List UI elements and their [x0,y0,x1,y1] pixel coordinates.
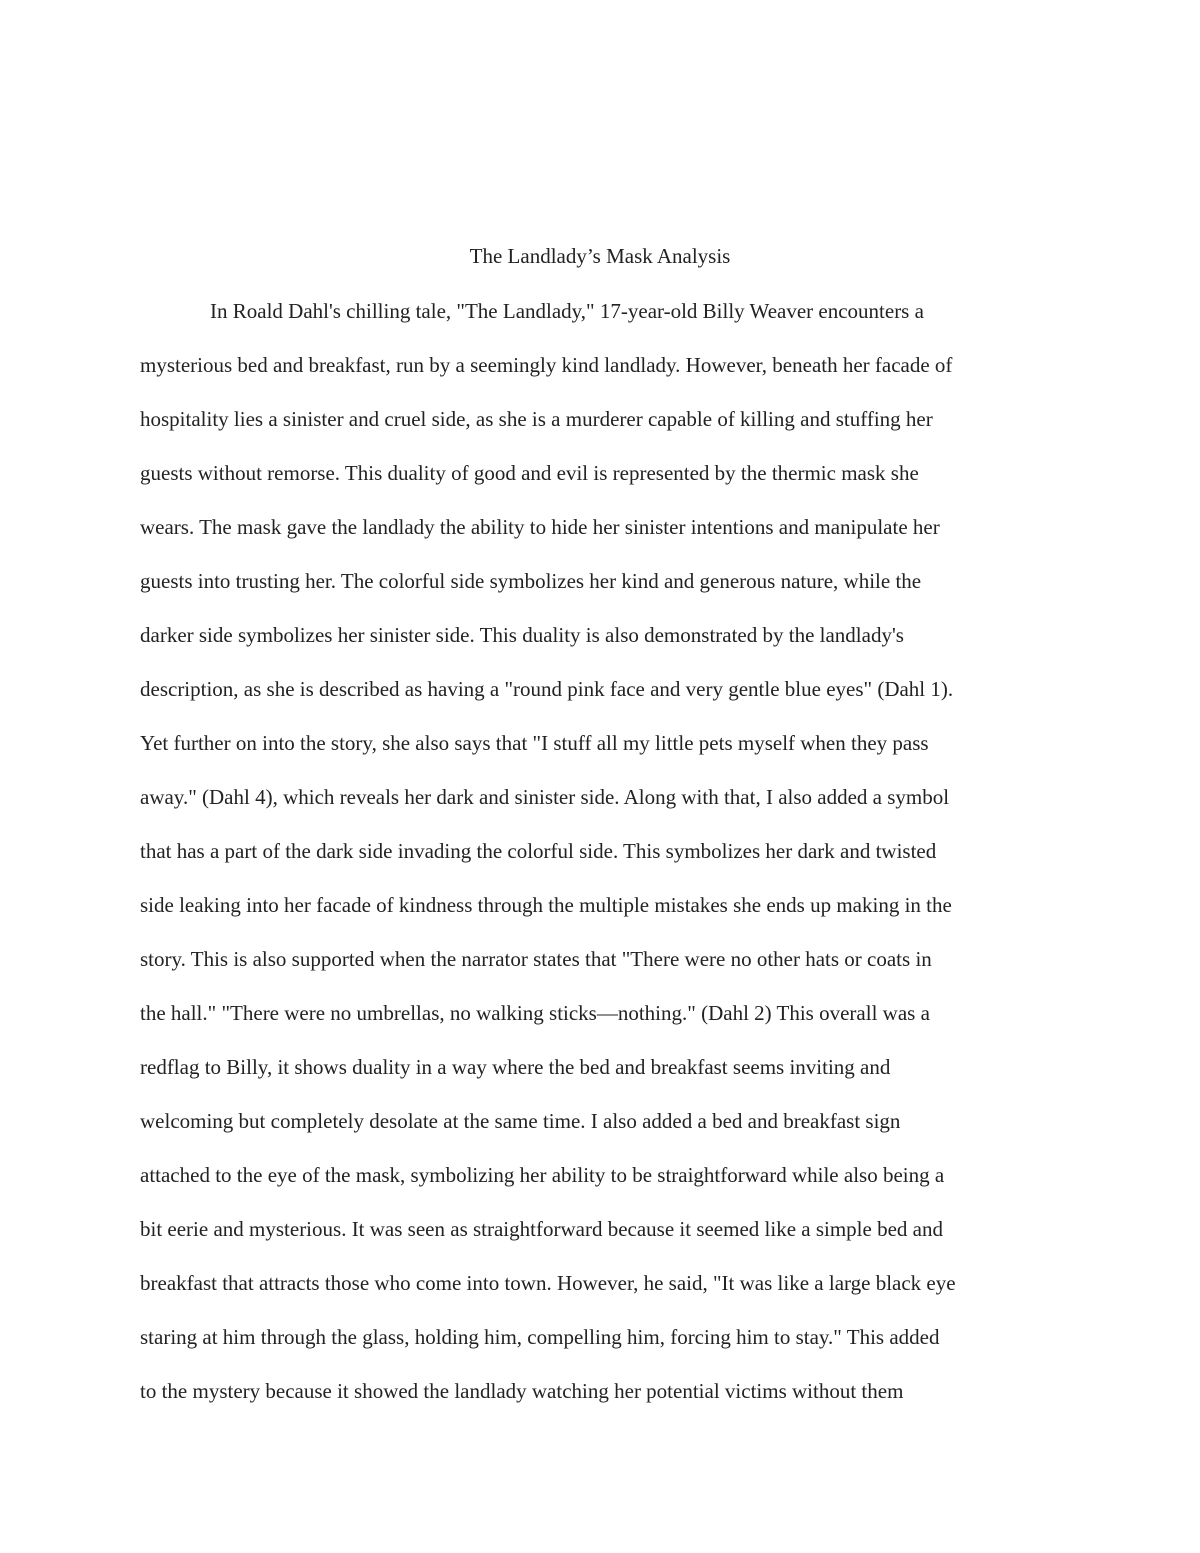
body-line-16: welcoming but completely desolate at the same time. I also added a bed and breakfast sign [140,1109,901,1133]
body-line-12: side leaking into her facade of kindness through the multiple mistakes she ends up making in the [140,893,952,917]
body-line-11: that has a part of the dark side invading the colorful side. This symbolizes her dark and twisted [140,839,937,863]
body-line-6: guests into trusting her. The colorful side symbolizes her kind and generous nature, while the [140,569,922,593]
body-line-3: hospitality lies a sinister and cruel side, as she is a murderer capable of killing and stuffing her [140,407,933,431]
body-line-18: bit eerie and mysterious. It was seen as straightforward because it seemed like a simple bed and [140,1217,943,1241]
body-line-13: story. This is also supported when the narrator states that "There were no other hats or coats in [140,947,932,971]
body-line-5: wears. The mask gave the landlady the ability to hide her sinister intentions and manipulate her [140,515,940,539]
body-line-7: darker side symbolizes her sinister side. This duality is also demonstrated by the landlady's [140,623,904,647]
body-line-19: breakfast that attracts those who come into town. However, he said, "It was like a large black eye [140,1271,956,1295]
body-line-8: description, as she is described as having a "round pink face and very gentle blue eyes" (Dahl 1). [140,677,954,701]
body-line-20: staring at him through the glass, holding him, compelling him, forcing him to stay." This added [140,1325,940,1349]
body-line-1: In Roald Dahl's chilling tale, "The Landlady," 17-year-old Billy Weaver encounters a [210,299,924,323]
body-line-4: guests without remorse. This duality of good and evil is represented by the thermic mask she [140,461,919,485]
body-line-2: mysterious bed and breakfast, run by a seemingly kind landlady. However, beneath her facade of [140,353,953,377]
body-line-21: to the mystery because it showed the landlady watching her potential victims without them [140,1379,904,1403]
body-line-15: redflag to Billy, it shows duality in a way where the bed and breakfast seems inviting and [140,1055,891,1079]
document-title: The Landlady’s Mask Analysis [469,244,731,268]
body-line-17: attached to the eye of the mask, symbolizing her ability to be straightforward while also being a [140,1163,945,1187]
body-line-10: away." (Dahl 4), which reveals her dark and sinister side. Along with that, I also added a symbol [140,785,950,809]
body-line-14: the hall." "There were no umbrellas, no walking sticks—nothing." (Dahl 2) This overall was a [140,1001,930,1025]
body-line-9: Yet further on into the story, she also says that "I stuff all my little pets myself when they pass [140,731,929,755]
